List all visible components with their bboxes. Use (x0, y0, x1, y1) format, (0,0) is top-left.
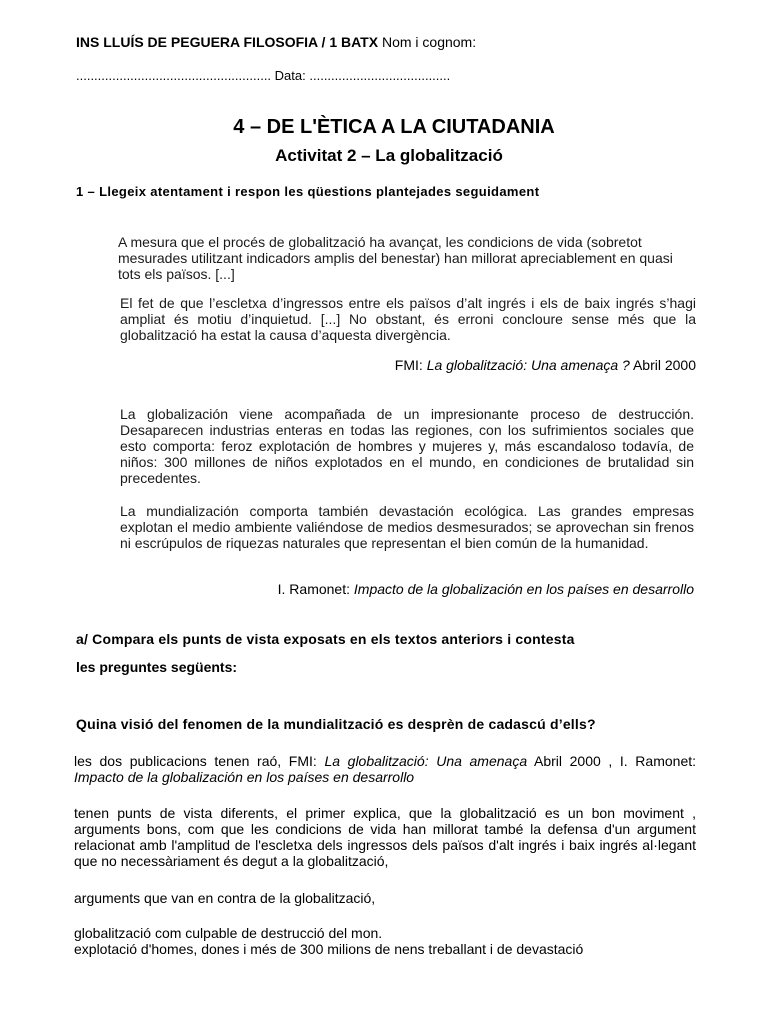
date-blank: ....................................... (309, 68, 451, 83)
text2-paragraph-2: La mundialización comporta también devastación ecológica. Las grandes empresas explotan el medio ambiente valiéndose de medios desmesurados; se aprovechan sin frenos ni escrúpulos de riquezas naturales que representan el bien común de la humanidad. (120, 503, 694, 551)
page-title: 4 – DE L'ÈTICA A LA CIUTADANIA (233, 116, 555, 138)
answer-paragraph-2: tenen punts de vista diferents, el primer explica, que la globalització es un bon moviment , arguments bons, com que les condicions de vida han millorat també la defensa d'un argument relacionat amb l'amplitud de l'escletxa dels ingressos dels països d'alt ingrés i baix ingrés al·legant que no necessàriament és degut a la globalització, (74, 805, 696, 869)
text1-paragraph-1: A mesura que el procés de globalització ha avançat, les condicions de vida (sobretot mesurades utilitzant indicadors amplis del benestar) han millorat apreciablement en quasi tots els països. [...] (118, 234, 673, 282)
text1-source-date: Abril 2000 (632, 357, 696, 373)
question-a-line-1: a/ Compara els punts de vista exposats en els textos anteriors i contesta (76, 631, 575, 647)
activity-subtitle: Activitat 2 – La globalització (275, 146, 503, 165)
date-label: Data: (274, 68, 306, 83)
answer-1-mid: Abril 2000 , I. Ramonet: (533, 753, 697, 769)
school-heading: INS LLUÍS DE PEGUERA FILOSOFIA / 1 BATX (76, 34, 379, 50)
answer-4-line-2: explotació d'homes, dones i més de 300 milions de nens treballant i de devastació (74, 941, 584, 957)
text1-paragraph-2: El fet de que l’escletxa d’ingressos entre els països d’alt ingrés i els de baix ingrés s’hagi ampliat és motiu d’inquietud. [...] No obstant, és erroni concloure sense més que la globalització ha estat la causa d’aquesta divergència. (120, 295, 696, 343)
header-line (76, 34, 476, 50)
text1-source-title: La globalització: Una amenaça ? (426, 357, 630, 373)
answer-1-title-1: La globalització: Una amenaça (324, 753, 528, 769)
answer-4-line-1: globalització com culpable de destrucció del mon. (74, 925, 383, 941)
text1-source-author: FMI: (394, 357, 423, 373)
date-line (76, 68, 450, 84)
text2-source-title: Impacto de la globalización en los países en desarrollo (353, 581, 694, 597)
text1-source (120, 357, 696, 373)
question-1: Quina visió del fenomen de la mundialització es desprèn de cadascú d’ells? (76, 716, 596, 732)
text2-paragraph-1: La globalización viene acompañada de un impresionante proceso de destrucción. Desaparecen industrias enteras en todas las regiones, con los sufrimientos sociales que esto comporta: feroz explotación de hombres y mujeres y, más escandaloso todavía, de niños: 300 millones de niños explotados en el mundo, en condiciones de brutalidad sin precedentes. (120, 406, 694, 486)
answer-1-title-2: Impacto de la globalización en los países en desarrollo (74, 769, 415, 785)
answer-paragraph-4 (74, 925, 696, 957)
question-a-line-2: les preguntes següents: (76, 659, 238, 675)
text2-source-author: I. Ramonet: (277, 581, 350, 597)
instruction-heading: 1 – Llegeix atentament i respon les qüestions plantejades seguidament (76, 184, 540, 199)
answer-paragraph-1 (74, 753, 696, 785)
name-blank: ...................................................... (76, 68, 272, 83)
answer-1-start: les dos publicacions tenen raó, FMI: (74, 753, 317, 769)
name-label: Nom i cognom: (381, 34, 477, 50)
text2-source (120, 581, 694, 597)
answer-paragraph-3: arguments que van en contra de la globalització, (74, 890, 376, 906)
